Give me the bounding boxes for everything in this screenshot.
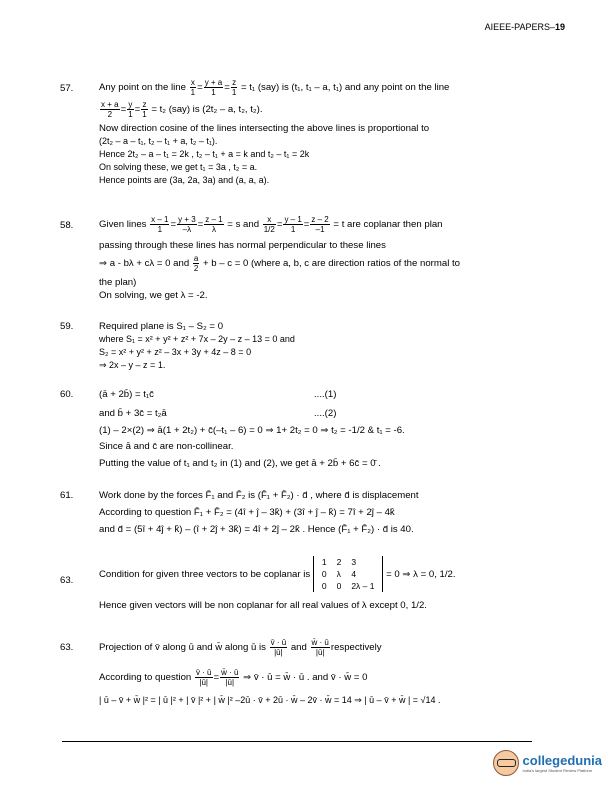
brand-logo: collegedunia India's largest Student Review Platform bbox=[493, 750, 602, 776]
fraction: $\frac{x}{1}$ bbox=[190, 78, 196, 97]
fraction: $\frac{x + a}{2}$ bbox=[101, 99, 119, 119]
question-number: 63. bbox=[60, 575, 74, 586]
fraction: $\frac{z - 2}{-1}$ bbox=[311, 214, 329, 234]
determinant: 1 2 3 0 λ 4 0 0 2λ – 1 bbox=[313, 556, 384, 592]
question-number: 58. bbox=[60, 220, 74, 231]
fraction: $\frac{w̄ \cdot ū}{|ū|}$ bbox=[221, 667, 239, 687]
fraction: $\frac{a}{2}$ bbox=[193, 253, 199, 273]
fraction: $\frac{y}{1}$ bbox=[128, 99, 133, 119]
fraction: $\frac{v̄ \cdot ū}{|ū|}$ bbox=[270, 637, 287, 657]
fraction: $\frac{x}{1/2}$ bbox=[263, 214, 275, 234]
question-number: 60. bbox=[60, 389, 74, 400]
footer-divider bbox=[62, 741, 532, 742]
fraction: $\frac{y - 1}{1}$ bbox=[284, 214, 302, 234]
fraction: $\frac{z}{1}$ bbox=[142, 99, 147, 119]
question-number: 63. bbox=[60, 642, 74, 653]
fraction: $\frac{x - 1}{1}$ bbox=[151, 214, 169, 234]
fraction: $\frac{y + 3}{-\lambda}$ bbox=[178, 214, 196, 234]
fraction: $\frac{z - 1}{\lambda}$ bbox=[205, 214, 223, 234]
fraction: $\frac{w̄ \cdot ū}{|ū|}$ bbox=[311, 637, 329, 657]
fraction: $\frac{v̄ \cdot ū}{|ū|}$ bbox=[195, 667, 212, 687]
page-header: AIEEE-PAPERS–19 bbox=[484, 22, 565, 32]
fraction: $\frac{y + a}{1}$ bbox=[204, 78, 223, 97]
question-number: 57. bbox=[60, 83, 74, 94]
fraction: $\frac{z}{1}$ bbox=[231, 78, 237, 97]
question-number: 59. bbox=[60, 321, 74, 332]
mascot-icon bbox=[493, 750, 519, 776]
question-number: 61. bbox=[60, 490, 74, 501]
